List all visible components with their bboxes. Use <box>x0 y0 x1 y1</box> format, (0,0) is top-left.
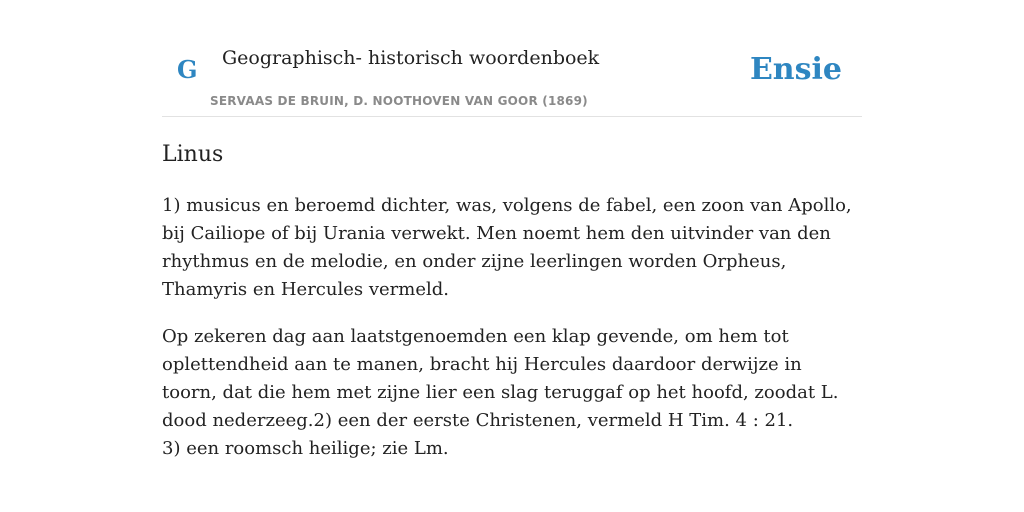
entry-paragraph-2: Op zekeren dag aan laatstgenoemden een klap gevende, om hem tot oplettendheid aan te manen, bracht hij Hercules daardoor derwijze in toorn, dat die hem met zijne lier een slag teruggaf op het hoofd, zoodat L. dood nederzeeg.2) een der eerste Christenen, vermeld H Tim. 4 : 21. <box>162 326 839 431</box>
book-title-link[interactable]: Geographisch- historisch woordenboek <box>222 47 600 69</box>
entry-paragraph-3: 3) een roomsch heilige; zie Lm. <box>162 438 449 459</box>
header <box>162 0 862 117</box>
book-author: SERVAAS DE BRUIN, D. NOOTHOVEN VAN GOOR (1869) <box>210 94 588 108</box>
entry-container <box>162 0 862 459</box>
entry-paragraph-1: 1) musicus en beroemd dichter, was, volgens de fabel, een zoon van Apollo, bij Cailiope of bij Urania verwekt. Men noemt hem den uitvinder van den rhythmus en de melodie, en onder zijne leerlingen worden Orpheus, Thamyris en Hercules vermeld. <box>162 195 852 300</box>
ensie-logo-link[interactable]: Ensie <box>749 52 842 87</box>
page-title: Linus <box>162 142 224 167</box>
entry-body <box>162 192 862 482</box>
book-initial-badge[interactable]: G <box>177 55 198 84</box>
